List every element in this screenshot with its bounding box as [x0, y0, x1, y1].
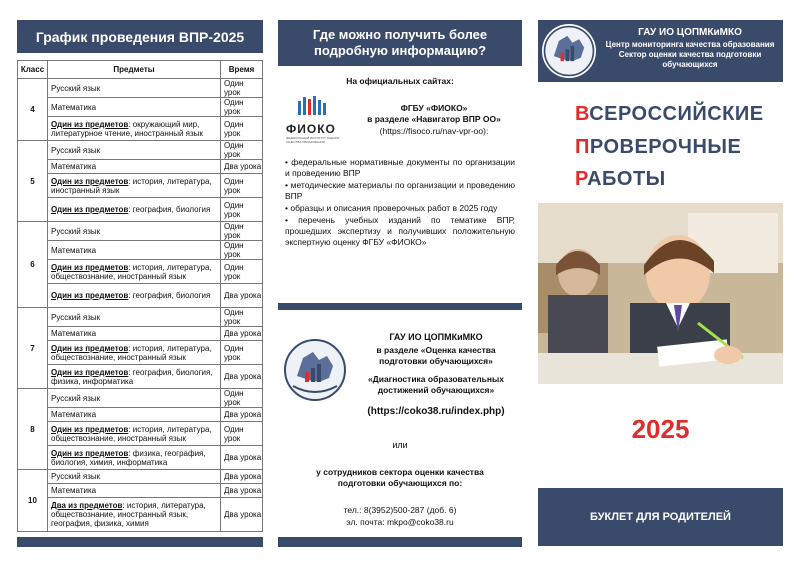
time-cell: Два урока	[221, 470, 263, 484]
time-cell: Один урок	[221, 308, 263, 327]
subject-text: Математика	[51, 410, 97, 419]
fioko-org: ФГБУ «ФИОКО»	[400, 103, 468, 113]
time-cell: Один урок	[221, 422, 263, 446]
info-intro: На официальных сайтах:	[346, 76, 454, 86]
subject-cell	[48, 260, 221, 284]
cover-title-line1	[575, 103, 764, 126]
grade-cell: 10	[18, 470, 48, 532]
col-header-class: Класс	[18, 61, 48, 79]
subject-prefix: Один из предметов	[51, 205, 129, 214]
subject-cell	[48, 141, 221, 160]
title-initial: В	[575, 103, 590, 125]
subject-text: : история, литература, обществознание, иностранный язык	[51, 262, 212, 281]
subject-text: Русский язык	[51, 472, 101, 481]
subject-text: Русский язык	[51, 393, 101, 403]
time-cell: Один урок	[221, 241, 263, 260]
fioko-section: в разделе «Навигатор ВПР ОО»	[367, 114, 501, 124]
subject-text: Математика	[51, 486, 97, 495]
subject-text: : физика, география, биология, химия, информатика	[51, 448, 206, 467]
info-or: или	[392, 440, 408, 450]
subject-cell	[48, 341, 221, 365]
subject-text: : география, биология, физика, информатика	[51, 367, 213, 386]
cover-emblem	[542, 24, 596, 78]
table-row	[18, 470, 263, 484]
fioko-logo-mark-icon	[286, 95, 342, 117]
table-row	[18, 222, 263, 241]
cover-footer: БУКЛЕТ ДЛЯ РОДИТЕЛЕЙ	[538, 488, 783, 546]
time-cell: Два урока	[221, 365, 263, 389]
grade-cell: 4	[18, 79, 48, 141]
time-cell: Один урок	[221, 341, 263, 365]
time-cell: Один урок	[221, 79, 263, 98]
subject-text: Русский язык	[51, 312, 101, 322]
coko-emblem	[283, 338, 347, 402]
table-row	[18, 422, 263, 446]
panel1-footer-band	[17, 537, 263, 547]
info-phone: тел.: 8(3952)500-287 (доб. 6)	[343, 505, 457, 515]
table-row	[18, 198, 263, 222]
grade-cell: 5	[18, 141, 48, 222]
subject-cell	[48, 160, 221, 174]
cover-photo	[538, 203, 783, 384]
cover-org-line2: Центр мониторинга качества образования	[605, 40, 775, 49]
time-cell: Один урок	[221, 198, 263, 222]
col-header-time: Время	[221, 61, 263, 79]
subject-text: Русский язык	[51, 83, 101, 93]
subject-cell	[48, 470, 221, 484]
info-title: Где можно получить более подробную информацию?	[278, 20, 522, 66]
fioko-logo-sub: ФЕДЕРАЛЬНЫЙ ИНСТИТУТ ОЦЕНКИ КАЧЕСТВА ОБРАЗОВАНИЯ	[286, 136, 340, 144]
table-row	[18, 446, 263, 470]
table-row	[18, 260, 263, 284]
time-cell: Один урок	[221, 98, 263, 117]
table-row	[18, 365, 263, 389]
subject-prefix: Один из предметов	[51, 176, 129, 186]
time-cell: Один урок	[221, 222, 263, 241]
subject-cell	[48, 79, 221, 98]
table-row	[18, 79, 263, 98]
student-photo-illustration	[538, 203, 783, 384]
subject-text: : история, литература, обществознание, иностранный язык	[51, 424, 212, 443]
table-row	[18, 341, 263, 365]
subject-cell	[48, 241, 221, 260]
subject-prefix: Два из предметов	[51, 501, 123, 510]
info-bullet: • образцы и описания проверочных работ в 2025 году	[285, 203, 498, 213]
coko-emblem-icon	[283, 338, 347, 402]
subject-prefix: Один из предметов	[51, 343, 129, 353]
coko-url[interactable]: (https://coko38.ru/index.php)	[367, 406, 505, 417]
subject-text: Математика	[51, 245, 97, 255]
schedule-table	[17, 60, 263, 532]
coko-emblem-icon	[542, 24, 596, 78]
table-row	[18, 241, 263, 260]
time-cell: Два урока	[221, 446, 263, 470]
subject-text: : окружающий мир, литературное чтение, иностранный язык	[51, 119, 203, 138]
subject-prefix: Один из предметов	[51, 262, 129, 272]
subject-text: Математика	[51, 162, 97, 171]
subject-text: : география, биология	[128, 291, 211, 300]
subject-prefix: Один из предметов	[51, 291, 129, 300]
subject-cell	[48, 422, 221, 446]
time-cell: Один урок	[221, 141, 263, 160]
subject-cell	[48, 365, 221, 389]
cover-title-line3	[575, 168, 666, 191]
info-staff: у сотрудников сектора оценки качества подготовки обучающихся по:	[316, 467, 484, 488]
subject-text: : история, литература, обществознание, иностранный язык, география, физика, химия	[51, 501, 206, 528]
table-row	[18, 408, 263, 422]
table-row	[18, 498, 263, 532]
title-rest: СЕРОССИЙСКИЕ	[589, 103, 764, 125]
grade-cell: 6	[18, 222, 48, 308]
title-initial: Р	[575, 168, 588, 190]
cover-org-name: ГАУ ИО ЦОПМКиМКО	[638, 27, 742, 38]
panel2-footer-band	[278, 537, 522, 547]
info-email[interactable]: эл. почта: mkpo@coko38.ru	[346, 517, 454, 527]
time-cell: Один урок	[221, 174, 263, 198]
fioko-logo-text: ФИОКО	[286, 122, 336, 136]
coko-org: ГАУ ИО ЦОПМКиМКО	[389, 332, 483, 342]
time-cell: Два урока	[221, 484, 263, 498]
info-bullet: • федеральные нормативные документы по организации и проведению ВПР	[285, 157, 515, 178]
fioko-url[interactable]: (https://fisoco.ru/nav-vpr-oo):	[379, 126, 489, 136]
time-cell: Один урок	[221, 389, 263, 408]
col-header-subjects: Предметы	[48, 61, 221, 79]
coko-sub: «Диагностика образовательных достижений обучающихся»	[367, 374, 505, 395]
cover-title-line2	[575, 136, 741, 159]
info-bullet: • перечень учебных изданий по тематике ВПР, прошедших экспертизу и получивших положительную экспертную оценку ФГБУ «ФИОКО»	[285, 215, 515, 247]
time-cell: Два урока	[221, 408, 263, 422]
grade-cell: 7	[18, 308, 48, 389]
panel2-divider-band	[278, 303, 522, 310]
subject-text: Русский язык	[51, 226, 101, 236]
subject-cell	[48, 327, 221, 341]
subject-prefix: Один из предметов	[51, 367, 129, 377]
subject-cell	[48, 484, 221, 498]
subject-cell	[48, 308, 221, 327]
info-bullets	[285, 157, 515, 248]
info-bullet: • методические материалы по организации и проведению ВПР	[285, 180, 515, 201]
time-cell: Два урока	[221, 284, 263, 308]
cover-org-line3: Сектор оценки качества подготовки обучающихся	[618, 50, 762, 69]
schedule-header-row	[18, 61, 263, 79]
subject-text: Математика	[51, 329, 97, 338]
schedule-title: График проведения ВПР-2025	[17, 20, 263, 53]
table-row	[18, 389, 263, 408]
time-cell: Два урока	[221, 327, 263, 341]
table-row	[18, 308, 263, 327]
subject-cell	[48, 174, 221, 198]
grade-cell: 8	[18, 389, 48, 470]
time-cell: Два урока	[221, 160, 263, 174]
coko-section: в разделе «Оценка качества подготовки обучающихся»	[376, 345, 496, 366]
subject-cell	[48, 408, 221, 422]
title-rest: АБОТЫ	[587, 168, 666, 190]
table-row	[18, 484, 263, 498]
table-row	[18, 141, 263, 160]
table-row	[18, 327, 263, 341]
subject-text: Математика	[51, 102, 97, 112]
subject-text: : история, литература, иностранный язык	[51, 176, 212, 195]
subject-cell	[48, 389, 221, 408]
title-initial: П	[575, 136, 590, 158]
subject-cell	[48, 198, 221, 222]
time-cell: Один урок	[221, 117, 263, 141]
subject-cell	[48, 284, 221, 308]
table-row	[18, 174, 263, 198]
subject-cell	[48, 117, 221, 141]
cover-header	[538, 20, 783, 82]
subject-text: Русский язык	[51, 145, 101, 155]
subject-cell	[48, 98, 221, 117]
subject-cell	[48, 222, 221, 241]
table-row	[18, 98, 263, 117]
table-row	[18, 160, 263, 174]
table-row	[18, 284, 263, 308]
table-row	[18, 117, 263, 141]
title-rest: РОВЕРОЧНЫЕ	[589, 136, 742, 158]
subject-text: : история, литература, обществознание, иностранный язык	[51, 343, 212, 362]
subject-text: : география, биология	[128, 205, 211, 214]
subject-prefix: Один из предметов	[51, 424, 129, 434]
subject-prefix: Один из предметов	[51, 448, 129, 458]
subject-prefix: Один из предметов	[51, 119, 129, 129]
time-cell: Один урок	[221, 260, 263, 284]
subject-cell	[48, 498, 221, 532]
subject-cell	[48, 446, 221, 470]
cover-year: 2025	[631, 414, 690, 444]
time-cell: Два урока	[221, 498, 263, 532]
fioko-logo	[286, 95, 342, 151]
